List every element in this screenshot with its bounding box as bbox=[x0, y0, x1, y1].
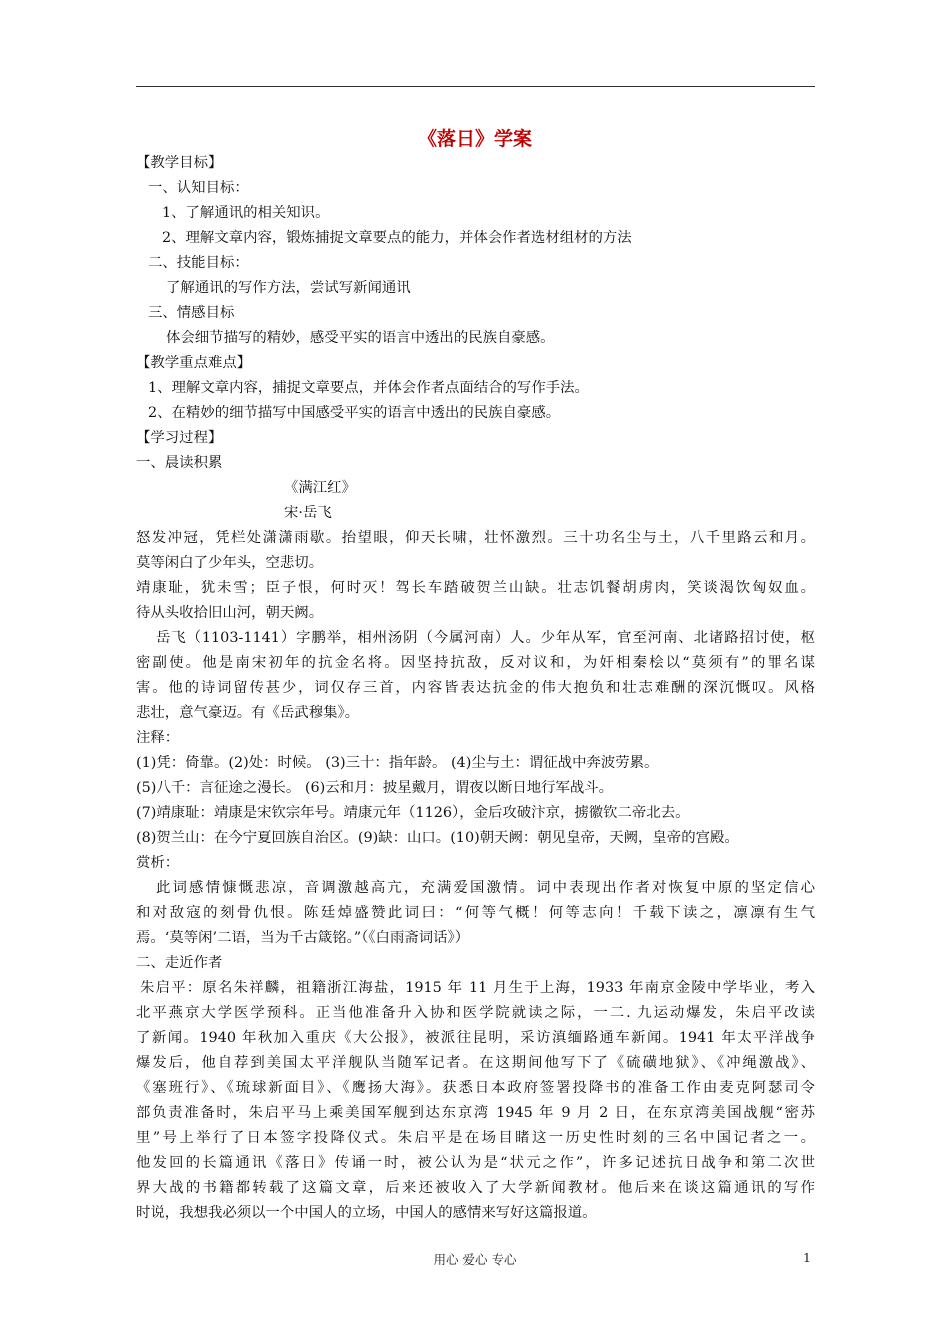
text-line: 怒发冲冠，凭栏处潇潇雨歇。抬望眼，仰天长啸，壮怀激烈。三十功名尘与土，八千里路云和月。 bbox=[136, 530, 815, 546]
text-line: 1、了解通讯的相关知识。 bbox=[162, 205, 330, 221]
text-line: 莫等闲白了少年头，空悲切。 bbox=[136, 555, 324, 571]
text-line: 此词感情慷慨悲凉，音调激越高亢，充满爱国激情。词中表现出作者对恢复中原的坚定信心 bbox=[156, 880, 815, 896]
text-line: 靖康耻，犹未雪；臣子恨，何时灭！驾长车踏破贺兰山缺。壮志饥餐胡虏肉，笑谈渴饮匈奴血。 bbox=[136, 580, 815, 596]
text-line: 密副使。他是南宋初年的抗金名将。因坚持抗敌，反对议和，为奸相秦桧以“莫须有”的罪名谋 bbox=[136, 655, 815, 671]
header-rule bbox=[136, 86, 815, 87]
page-footer: 用心 爱心 专心 bbox=[433, 1252, 517, 1267]
text-line: 一、认知目标： bbox=[148, 180, 249, 196]
text-line: 北平燕京大学医学预科。正当他准备升入协和医学院就读之际，一二. 九运动爆发，朱启平改读 bbox=[136, 1005, 815, 1021]
text-line: 二、走近作者 bbox=[136, 955, 223, 971]
text-line: (7)靖康耻：靖康是宋钦宗年号。靖康元年（1126），金后攻破汴京，掳徽钦二帝北去。 bbox=[136, 805, 690, 821]
text-line: 二、技能目标： bbox=[148, 255, 249, 271]
text-line: 岳飞（1103-1141）字鹏举，相州汤阴（今属河南）人。少年从军，官至河南、北诸路招讨使，枢 bbox=[156, 630, 815, 646]
text-line: 时说，我想我必须以一个中国人的立场，中国人的感情来写好这篇报道。 bbox=[136, 1205, 597, 1221]
text-line: 《满江红》 bbox=[284, 480, 356, 496]
text-line: 三、情感目标 bbox=[148, 305, 235, 321]
text-line: 了解通讯的写作方法，尝试写新闻通讯 bbox=[166, 280, 411, 296]
text-line: 体会细节描写的精妙，感受平实的语言中透出的民族自豪感。 bbox=[166, 330, 555, 346]
text-line: 待从头收拾旧山河，朝天阙。 bbox=[136, 605, 324, 621]
text-line: (5)八千：言征途之漫长。 (6)云和月：披星戴月，谓夜以断日地行军战斗。 bbox=[136, 780, 614, 796]
text-line: 悲壮，意气豪迈。有《岳武穆集》。 bbox=[136, 705, 360, 721]
text-line: 焉。‘莫等闲’二语，当为千古箴铭。”（《白雨斋词话》） bbox=[136, 930, 470, 946]
text-line: (1)凭：倚靠。(2)处：时候。 (3)三十：指年龄。 (4)尘与土：谓征战中奔波劳累。 bbox=[136, 755, 659, 771]
text-line: 界大战的书籍都转载了这篇文章，后来还被收入了大学新闻教材。他后来在谈这篇通讯的写作 bbox=[136, 1180, 815, 1196]
text-line: 宋·岳飞 bbox=[284, 505, 332, 521]
text-line: 一、晨读积累 bbox=[136, 455, 223, 471]
page-title: 《落日》学案 bbox=[417, 128, 532, 150]
text-line: 他发回的长篇通讯《落日》传诵一时，被公认为是“状元之作”，许多记述抗日战争和第二次世 bbox=[136, 1155, 815, 1171]
text-line: 《塞班行》、《琉球新面目》、《鹰扬大海》。获悉日本政府签署投降书的准备工作由麦克阿瑟司令 bbox=[136, 1080, 815, 1096]
text-line: 1、理解文章内容，捕捉文章要点，并体会作者点面结合的写作手法。 bbox=[148, 380, 589, 396]
text-line: 【教学重点难点】 bbox=[136, 355, 252, 371]
text-line: 爆发后，他自荐到美国太平洋舰队当随军记者。在这期间他写下了《硫磺地狱》、《冲绳激战》、 bbox=[136, 1055, 815, 1071]
text-line: 和对敌寇的刻骨仇恨。陈廷焯盛赞此词曰：“何等气概！何等志向！千载下读之，凛凛有生气 bbox=[136, 905, 815, 921]
text-line: 赏析： bbox=[136, 855, 180, 871]
text-line: (8)贺兰山：在今宁夏回族自治区。(9)缺：山口。(10)朝天阙：朝见皇帝，天阙，皇帝的宫殿。 bbox=[136, 830, 739, 846]
text-line: 2、理解文章内容，锻炼捕捉文章要点的能力，并体会作者选材组材的方法 bbox=[162, 230, 632, 246]
text-line: 2、在精妙的细节描写中国感受平实的语言中透出的民族自豪感。 bbox=[148, 405, 561, 421]
text-line: 了新闻。1940 年秋加入重庆《大公报》，被派往昆明，采访滇缅路通车新闻。1941 年太平洋战争 bbox=[136, 1030, 815, 1046]
page-number: 1 bbox=[803, 1250, 811, 1265]
text-line: 里”号上举行了日本签字投降仪式。朱启平是在场目睹这一历史性时刻的三名中国记者之一。 bbox=[136, 1130, 815, 1146]
text-line: 害。他的诗词留传甚少，词仅存三首，内容皆表达抗金的伟大抱负和壮志难酬的深沉慨叹。风格 bbox=[136, 680, 815, 696]
text-line: 部负责准备时，朱启平马上乘美国军舰到达东京湾 1945 年 9 月 2 日，在东京湾美国战舰“密苏 bbox=[136, 1105, 815, 1121]
text-line: 【学习过程】 bbox=[136, 430, 223, 446]
text-line: 【教学目标】 bbox=[136, 155, 223, 171]
text-line: 注释： bbox=[136, 730, 180, 746]
text-line: 朱启平：原名朱祥麟，祖籍浙江海盐，1915 年 11 月生于上海，1933 年南京金陵中学毕业，考入 bbox=[140, 980, 815, 996]
